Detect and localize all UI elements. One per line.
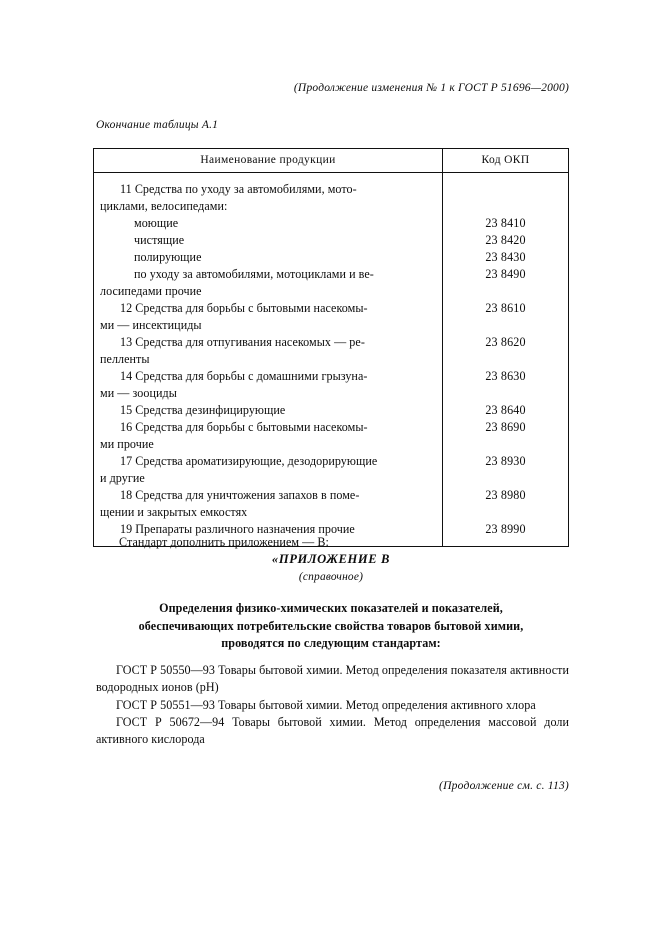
- table-cell-okp-code: 23 8430: [485, 250, 526, 264]
- table-cell-product-name: 12 Средства для борьбы с бытовыми насекомы-: [120, 301, 368, 315]
- section-heading-line: проводятся по следующим стандартам:: [221, 636, 441, 650]
- table-cell-okp-code: 23 8420: [485, 233, 526, 247]
- table-cell-product-name: ми — зооциды: [100, 386, 177, 400]
- footer-continuation-note: (Продолжение см. с. 113): [439, 779, 569, 792]
- table-cell-product-name: 11 Средства по уходу за автомобилями, мото-: [120, 182, 357, 196]
- table-cell-okp-code-spacer: [443, 436, 568, 453]
- standard-reference: ГОСТ Р 50672—94 Товары бытовой химии. Метод определения массовой доли активного кислорода: [96, 714, 569, 747]
- table-cell-product-name: 17 Средства ароматизирующие, дезодорирующие: [120, 454, 378, 468]
- table-cell-okp-code: 23 8990: [485, 522, 526, 536]
- table-cell-product-name: щении и закрытых емкостях: [100, 505, 248, 519]
- section-heading-line: обеспечивающих потребительские свойства товаров бытовой химии,: [138, 618, 524, 633]
- table-cell-product-name: 18 Средства для уничтожения запахов в поме-: [120, 488, 360, 502]
- table-cell-okp-code: 23 8980: [485, 488, 526, 502]
- table-cell-product-name: 13 Средства для отпугивания насекомых — ре-: [120, 335, 365, 349]
- table-cell-okp-code-spacer: [443, 283, 568, 300]
- product-code-table: [93, 148, 569, 547]
- annex-title: «ПРИЛОЖЕНИЕ В: [271, 552, 391, 566]
- standards-list: [96, 662, 569, 748]
- table-caption: Окончание таблицы А.1: [96, 119, 219, 131]
- section-heading-line: Определения физико-химических показателей и показателей,: [159, 601, 503, 615]
- table-cell-okp-code-spacer: [443, 181, 568, 198]
- section-heading: [93, 600, 569, 653]
- table-column-okp-codes: [443, 173, 568, 546]
- table-cell-product-name: 19 Препараты различного назначения прочие: [120, 522, 355, 536]
- table-cell-okp-code: 23 8410: [485, 216, 526, 230]
- table-cell-okp-code: 23 8490: [485, 267, 526, 281]
- table-cell-product-name: лосипедами прочие: [100, 284, 202, 298]
- table-cell-okp-code-spacer: [443, 198, 568, 215]
- table-cell-okp-code: 23 8620: [485, 335, 526, 349]
- table-body: [94, 173, 568, 546]
- table-cell-okp-code: 23 8640: [485, 403, 526, 417]
- annex-subtitle: (справочное): [298, 571, 364, 583]
- standard-reference: ГОСТ Р 50551—93 Товары бытовой химии. Метод определения активного хлора: [116, 697, 536, 712]
- table-cell-product-name: и другие: [100, 471, 145, 485]
- table-cell-product-name: пелленты: [100, 352, 150, 366]
- table-cell-okp-code-spacer: [443, 504, 568, 521]
- table-cell-okp-code: 23 8630: [485, 369, 526, 383]
- table-cell-product-name: моющие: [134, 216, 179, 230]
- table-cell-product-name: 16 Средства для борьбы с бытовыми насекомы-: [120, 420, 368, 434]
- table-cell-okp-code-spacer: [443, 470, 568, 487]
- table-cell-product-name: 15 Средства дезинфицирующие: [120, 403, 286, 417]
- table-cell-product-name: ми прочие: [100, 437, 154, 451]
- table-cell-product-name: ми — инсектициды: [100, 318, 202, 332]
- table-cell-product-name: полирующие: [134, 250, 202, 264]
- table-cell-okp-code: 23 8690: [485, 420, 526, 434]
- table-cell-okp-code-spacer: [443, 385, 568, 402]
- table-cell-okp-code-spacer: [443, 351, 568, 368]
- table-header-row: [94, 149, 568, 173]
- table-cell-okp-code: 23 8610: [485, 301, 526, 315]
- table-cell-okp-code-spacer: [443, 317, 568, 334]
- table-cell-okp-code: 23 8930: [485, 454, 526, 468]
- table-cell-product-name: по уходу за автомобилями, мотоциклами и ве-: [134, 267, 374, 281]
- table-cell-product-name: 14 Средства для борьбы с домашними грызуна-: [120, 369, 368, 383]
- amendment-instruction: Стандарт дополнить приложением — В:: [119, 535, 329, 549]
- table-header-okp-code: Код ОКП: [481, 154, 530, 166]
- running-head: (Продолжение изменения № 1 к ГОСТ Р 51696—2000): [293, 82, 569, 94]
- table-header-product-name: Наименование продукции: [94, 149, 443, 172]
- table-cell-product-name: чистящие: [134, 233, 185, 247]
- table-cell-product-name: циклами, велосипедами:: [100, 199, 228, 213]
- standard-reference: ГОСТ Р 50550—93 Товары бытовой химии. Метод определения показателя активности водородных ионов (рН): [96, 663, 569, 695]
- table-column-product-names: [94, 173, 443, 546]
